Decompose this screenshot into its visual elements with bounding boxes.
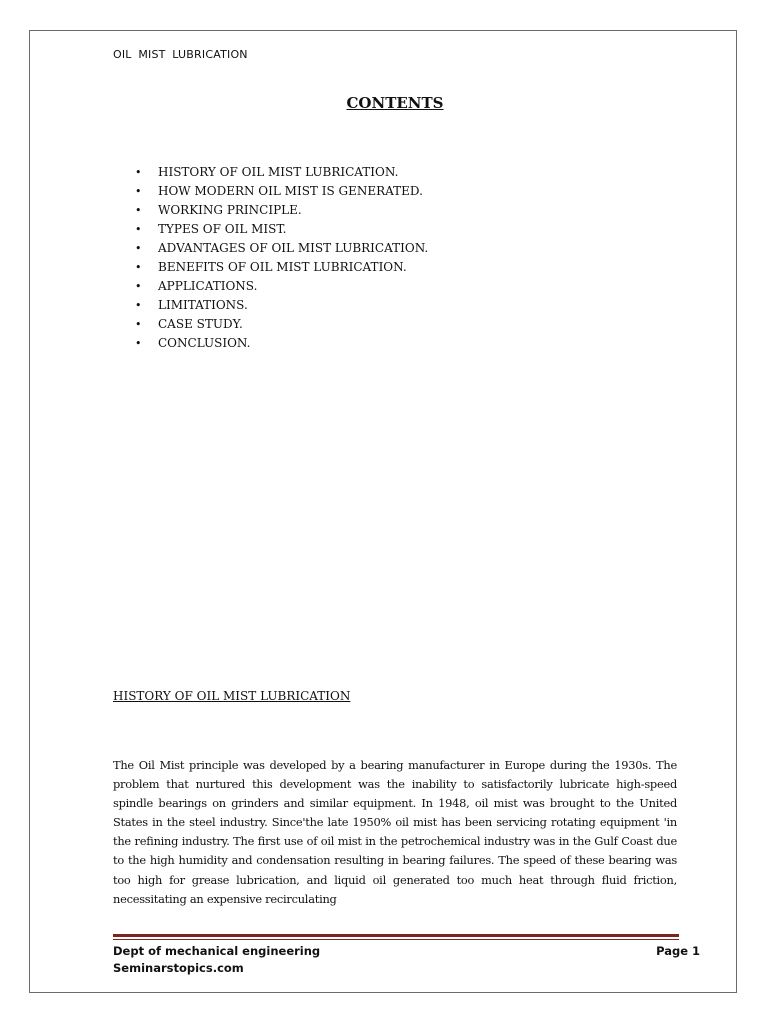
contents-item-label: APPLICATIONS. — [158, 279, 258, 293]
bullet-icon: • — [135, 337, 142, 350]
bullet-icon: • — [135, 318, 142, 331]
contents-item-label: HISTORY OF OIL MIST LUBRICATION. — [158, 165, 399, 179]
contents-item — [135, 334, 428, 353]
contents-item — [135, 220, 428, 239]
contents-item — [135, 296, 428, 315]
section-heading: HISTORY OF OIL MIST LUBRICATION — [113, 689, 351, 703]
body-text-frame — [113, 756, 693, 920]
bullet-icon: • — [135, 299, 142, 312]
contents-item — [135, 163, 428, 182]
contents-item-label: CONCLUSION. — [158, 336, 251, 350]
running-header: OIL MIST LUBRICATION — [113, 48, 248, 61]
contents-item-label: LIMITATIONS. — [158, 298, 248, 312]
bullet-icon: • — [135, 185, 142, 198]
contents-list — [135, 163, 428, 353]
contents-item-label: BENEFITS OF OIL MIST LUBRICATION. — [158, 260, 407, 274]
footer-left — [113, 943, 320, 977]
bullet-icon: • — [135, 223, 142, 236]
body-paragraph: The Oil Mist principle was developed by a bearing manufacturer in Europe during the 1930s. The problem that nurtured this development was the inability to satisfactorily lubricate high-speed spindle bearings on grinders and similar equipment. In 1948, oil mist was brought to the United States in the steel industry. Since'the late 1950% oil mist has been servicing rotating equipment 'in the refining industry. The first use of oil mist in the petrochemical industry was in the Gulf Coast due to the high humidity and condensation resulting in bearing failures. The speed of these bearing was too high for grease lubrication, and liquid oil generated too much heat through fluid friction, necessitating an expensive recirculating — [113, 758, 677, 906]
contents-item-label: CASE STUDY. — [158, 317, 243, 331]
contents-item — [135, 239, 428, 258]
contents-item — [135, 258, 428, 277]
contents-item-label: ADVANTAGES OF OIL MIST LUBRICATION. — [158, 241, 429, 255]
contents-title: CONTENTS — [346, 94, 444, 112]
contents-item-label: WORKING PRINCIPLE. — [158, 203, 302, 217]
bullet-icon: • — [135, 166, 142, 179]
footer-page-number: Page 1 — [656, 944, 700, 958]
contents-item — [135, 201, 428, 220]
bullet-icon: • — [135, 204, 142, 217]
bullet-icon: • — [135, 280, 142, 293]
bullet-icon: • — [135, 242, 142, 255]
contents-item — [135, 315, 428, 334]
contents-item-label: TYPES OF OIL MIST. — [158, 222, 287, 236]
footer-department: Dept of mechanical engineering — [113, 944, 321, 958]
footer-rule — [113, 934, 679, 940]
contents-item-label: HOW MODERN OIL MIST IS GENERATED. — [158, 184, 423, 198]
bullet-icon: • — [135, 261, 142, 274]
contents-item — [135, 277, 428, 296]
contents-item — [135, 182, 428, 201]
footer-site: Seminarstopics.com — [113, 961, 244, 975]
